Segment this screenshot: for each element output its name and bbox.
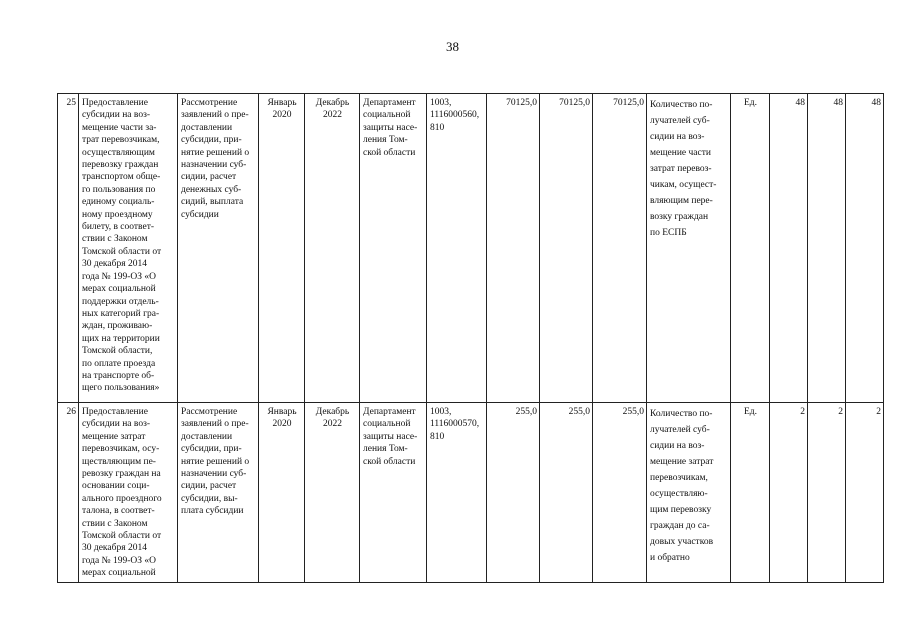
program-measures-table <box>57 93 884 583</box>
funding-year-3: 70125,0 <box>593 94 647 403</box>
indicator-name: Количество по- лучателей суб- сидии на воз- мещение затрат перевозчикам, осуществляю- щим перевозку граждан до са- довых участков и обратно <box>647 403 731 583</box>
start-date: Январь 2020 <box>259 403 305 583</box>
funding-year-1: 70125,0 <box>487 94 540 403</box>
budget-code: 1003, 1116000560, 810 <box>427 94 487 403</box>
funding-year-1: 255,0 <box>487 403 540 583</box>
indicator-value-1: 48 <box>770 94 808 403</box>
page-number: 38 <box>446 39 459 54</box>
table-row <box>58 94 884 403</box>
row-number: 26 <box>58 403 79 583</box>
executor: Департамент социальной защиты насе- ления Том- ской области <box>360 403 427 583</box>
indicator-value-1: 2 <box>770 403 808 583</box>
executor: Департамент социальной защиты насе- ления Том- ской области <box>360 94 427 403</box>
indicator-value-3: 48 <box>846 94 884 403</box>
indicator-value-3: 2 <box>846 403 884 583</box>
indicator-value-2: 2 <box>808 403 846 583</box>
budget-code: 1003, 1116000570, 810 <box>427 403 487 583</box>
indicator-unit: Ед. <box>731 403 770 583</box>
measure-name: Предоставление субсидии на воз- мещение затрат перевозчикам, осу- ществляющим пе- ревозку граждан на основании соци- ального проездного талона, в соответ- ствии с Законом Томской области от 30 декабря 2014 года № 199-ОЗ «О мерах социальной <box>79 403 178 583</box>
indicator-value-2: 48 <box>808 94 846 403</box>
measure-action: Рассмотрение заявлений о пре- доставлении субсидии, при- нятие решений о назначении суб- сидии, расчет денежных суб- сидий, выплата субсидии <box>178 94 259 403</box>
end-date: Декабрь 2022 <box>305 94 360 403</box>
funding-year-2: 255,0 <box>540 403 593 583</box>
funding-year-3: 255,0 <box>593 403 647 583</box>
end-date: Декабрь 2022 <box>305 403 360 583</box>
funding-year-2: 70125,0 <box>540 94 593 403</box>
measure-name: Предоставление субсидии на воз- мещение части за- трат перевозчикам, осуществляющим перевозку граждан транспортом обще- го пользования по единому социаль- ному проездному билету, в соответ- ствии с Законом Томской области от 30 декабря 2014 года № 199-ОЗ «О мерах социальной поддержки отдель- ных категорий гра- ждан, проживаю- щих на территории Томской области, по оплате проезда на транспорте об- щего пользования» <box>79 94 178 403</box>
indicator-name: Количество по- лучателей суб- сидии на воз- мещение части затрат перевоз- чикам, осущест- вляющим пере- возку граждан по ЕСПБ <box>647 94 731 403</box>
measure-action: Рассмотрение заявлений о пре- доставлении субсидии, при- нятие решений о назначении суб- сидии, расчет субсидии, вы- плата субсидии <box>178 403 259 583</box>
table-row <box>58 403 884 583</box>
indicator-unit: Ед. <box>731 94 770 403</box>
row-number: 25 <box>58 94 79 403</box>
start-date: Январь 2020 <box>259 94 305 403</box>
